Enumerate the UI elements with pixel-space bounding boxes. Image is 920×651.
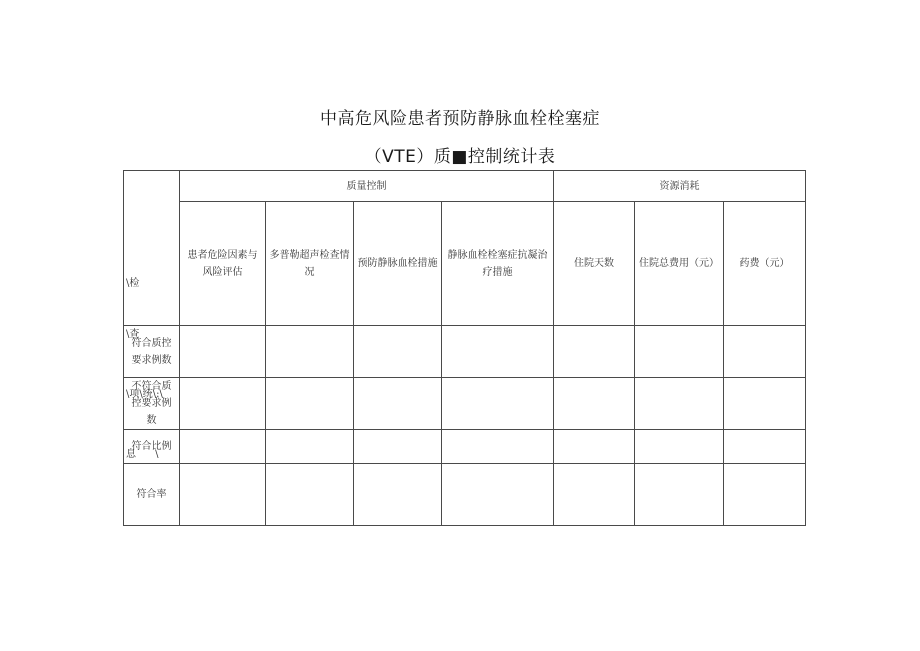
table-row — [124, 378, 806, 430]
corner-header-text — [126, 241, 163, 497]
table-cell[interactable] — [724, 326, 806, 378]
table-cell[interactable] — [266, 430, 354, 464]
table-cell[interactable] — [554, 378, 635, 430]
row-label: 符合比例 — [124, 430, 180, 464]
table-cell[interactable] — [635, 430, 724, 464]
corner-line: 息 \ — [126, 449, 159, 460]
table-cell[interactable] — [442, 326, 554, 378]
table-row — [124, 430, 806, 464]
table-cell[interactable] — [354, 430, 442, 464]
table-cell[interactable] — [266, 326, 354, 378]
table-cell[interactable] — [554, 464, 635, 526]
table-cell[interactable] — [180, 326, 266, 378]
column-header-drug-cost: 药费（元） — [724, 202, 806, 326]
table-cell[interactable] — [442, 464, 554, 526]
table-row — [124, 326, 806, 378]
column-header-risk-assessment: 患者危险因素与风险评估 — [180, 202, 266, 326]
table-cell[interactable] — [266, 464, 354, 526]
row-label: 不符合质控要求例数 — [124, 378, 180, 430]
table-cell[interactable] — [180, 430, 266, 464]
table-cell[interactable] — [554, 326, 635, 378]
table-cell[interactable] — [554, 430, 635, 464]
table-cell[interactable] — [354, 326, 442, 378]
column-header-vte-prevention: 预防静脉血栓措施 — [354, 202, 442, 326]
table-cell[interactable] — [724, 464, 806, 526]
group-header-quality-control: 质量控制 — [180, 171, 554, 202]
row-label: 符合率 — [124, 464, 180, 526]
table-cell[interactable] — [635, 464, 724, 526]
table-cell[interactable] — [180, 378, 266, 430]
document-title-line1: 中高危风险患者预防静脉血栓栓塞症 — [320, 109, 600, 129]
column-header-hospital-days: 住院天数 — [554, 202, 635, 326]
column-header-doppler-ultrasound: 多普勒超声检查情况 — [266, 202, 354, 326]
document-title-line2: （VTE）质■控制统计表 — [364, 147, 556, 167]
group-header-resource-consumption: 资源消耗 — [554, 171, 806, 202]
table-cell[interactable] — [266, 378, 354, 430]
table-cell[interactable] — [180, 464, 266, 526]
corner-line: \项\统\:\ — [126, 389, 163, 400]
table-cell[interactable] — [724, 430, 806, 464]
header-row-columns — [124, 202, 806, 326]
table-row — [124, 464, 806, 526]
corner-line: \检 — [126, 278, 140, 289]
column-header-total-cost: 住院总费用（元） — [635, 202, 724, 326]
column-header-anticoagulation: 静脉血栓栓塞症抗凝治疗措施 — [442, 202, 554, 326]
vte-statistics-table — [123, 170, 806, 526]
table-cell[interactable] — [442, 378, 554, 430]
header-row-groups — [124, 171, 806, 202]
corner-line: \查 — [126, 329, 140, 340]
row-label: 符合质控要求例数 — [124, 326, 180, 378]
table-cell[interactable] — [635, 326, 724, 378]
table-cell[interactable] — [354, 464, 442, 526]
table-cell[interactable] — [635, 378, 724, 430]
table-cell[interactable] — [442, 430, 554, 464]
table-cell[interactable] — [724, 378, 806, 430]
table-cell[interactable] — [354, 378, 442, 430]
